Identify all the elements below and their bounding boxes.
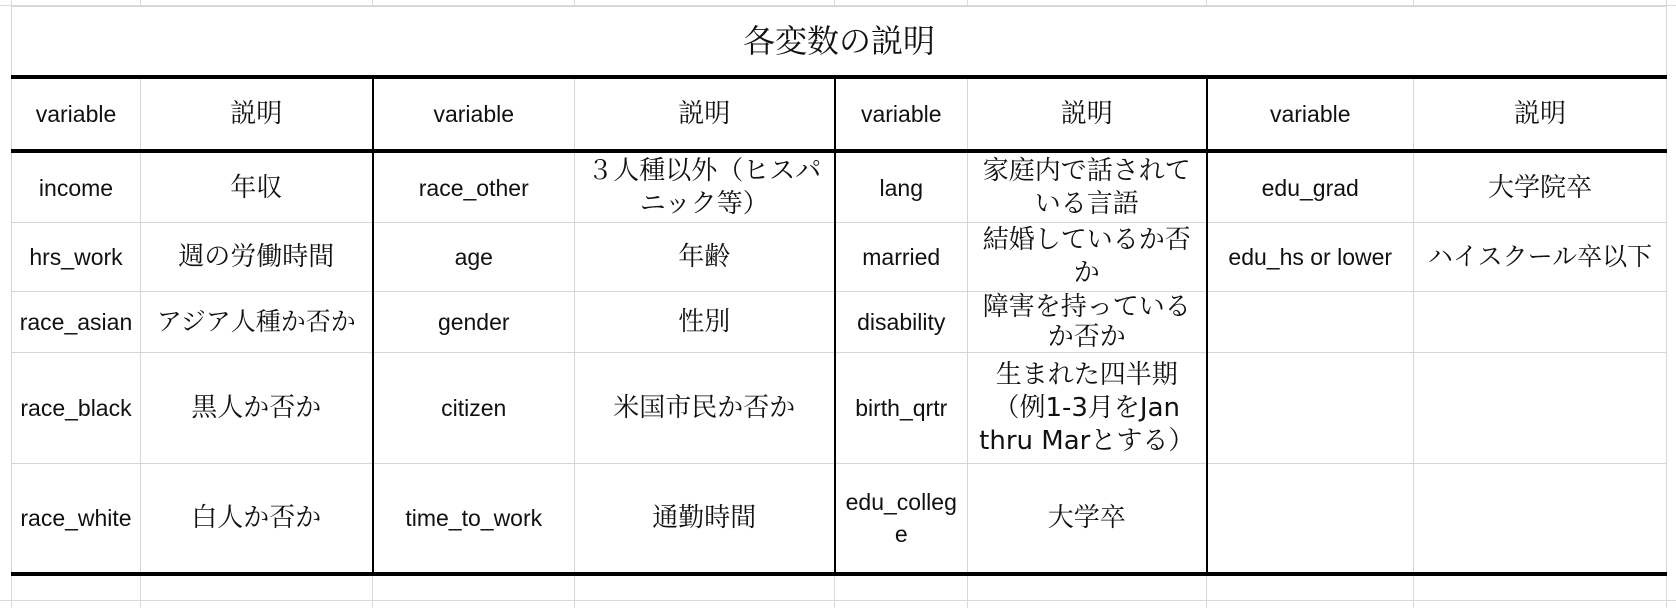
description-cell[interactable]: 年収 (141, 151, 373, 223)
header-row (12, 77, 1667, 151)
table-title[interactable]: 各変数の説明 (12, 7, 1667, 78)
description-cell[interactable]: 結婚しているか否か (968, 223, 1207, 292)
variable-cell[interactable]: edu_college (835, 464, 968, 575)
description-cell[interactable]: 通勤時間 (575, 464, 835, 575)
variable-cell[interactable]: disability (835, 292, 968, 353)
description-cell[interactable]: 年齢 (575, 223, 835, 292)
description-cell[interactable] (1414, 292, 1667, 353)
description-cell[interactable] (1414, 464, 1667, 575)
table-row (12, 353, 1667, 464)
table-row (12, 223, 1667, 292)
description-cell[interactable]: 家庭内で話されている言語 (968, 151, 1207, 223)
variable-cell[interactable]: gender (373, 292, 575, 353)
description-cell[interactable]: ハイスクール卒以下 (1414, 223, 1667, 292)
table-row (12, 151, 1667, 223)
header-description[interactable]: 説明 (141, 77, 373, 151)
variable-cell[interactable]: citizen (373, 353, 575, 464)
variable-cell[interactable]: edu_hs or lower (1207, 223, 1414, 292)
variable-cell[interactable]: race_asian (12, 292, 141, 353)
table-row (12, 464, 1667, 575)
variable-cell[interactable]: income (12, 151, 141, 223)
description-cell[interactable]: アジア人種か否か (141, 292, 373, 353)
variable-cell[interactable] (1207, 353, 1414, 464)
variable-cell[interactable] (1207, 464, 1414, 575)
variable-cell[interactable]: age (373, 223, 575, 292)
header-description[interactable]: 説明 (1414, 77, 1667, 151)
header-variable[interactable]: variable (12, 77, 141, 151)
description-cell[interactable]: 障害を持っているか否か (968, 292, 1207, 353)
variable-cell[interactable]: lang (835, 151, 968, 223)
description-cell[interactable]: 米国市民か否か (575, 353, 835, 464)
header-description[interactable]: 説明 (575, 77, 835, 151)
table-row (12, 292, 1667, 353)
description-cell[interactable]: 生まれた四半期（例1-3月をJan thru Marとする） (968, 353, 1207, 464)
variable-cell[interactable]: race_white (12, 464, 141, 575)
description-cell[interactable]: 性別 (575, 292, 835, 353)
variable-description-table (11, 6, 1667, 576)
description-cell[interactable]: 白人か否か (141, 464, 373, 575)
variable-cell[interactable]: race_other (373, 151, 575, 223)
header-variable[interactable]: variable (1207, 77, 1414, 151)
description-cell[interactable]: 大学院卒 (1414, 151, 1667, 223)
description-cell[interactable]: ３人種以外（ヒスパニック等） (575, 151, 835, 223)
description-cell[interactable]: 大学卒 (968, 464, 1207, 575)
header-variable[interactable]: variable (373, 77, 575, 151)
variable-cell[interactable]: time_to_work (373, 464, 575, 575)
variable-cell[interactable] (1207, 292, 1414, 353)
variable-cell[interactable]: married (835, 223, 968, 292)
description-cell[interactable]: 黒人か否か (141, 353, 373, 464)
description-cell[interactable]: 週の労働時間 (141, 223, 373, 292)
header-variable[interactable]: variable (835, 77, 968, 151)
header-description[interactable]: 説明 (968, 77, 1207, 151)
description-cell[interactable] (1414, 353, 1667, 464)
variable-cell[interactable]: edu_grad (1207, 151, 1414, 223)
variable-cell[interactable]: race_black (12, 353, 141, 464)
variable-cell[interactable]: hrs_work (12, 223, 141, 292)
variable-cell[interactable]: birth_qrtr (835, 353, 968, 464)
